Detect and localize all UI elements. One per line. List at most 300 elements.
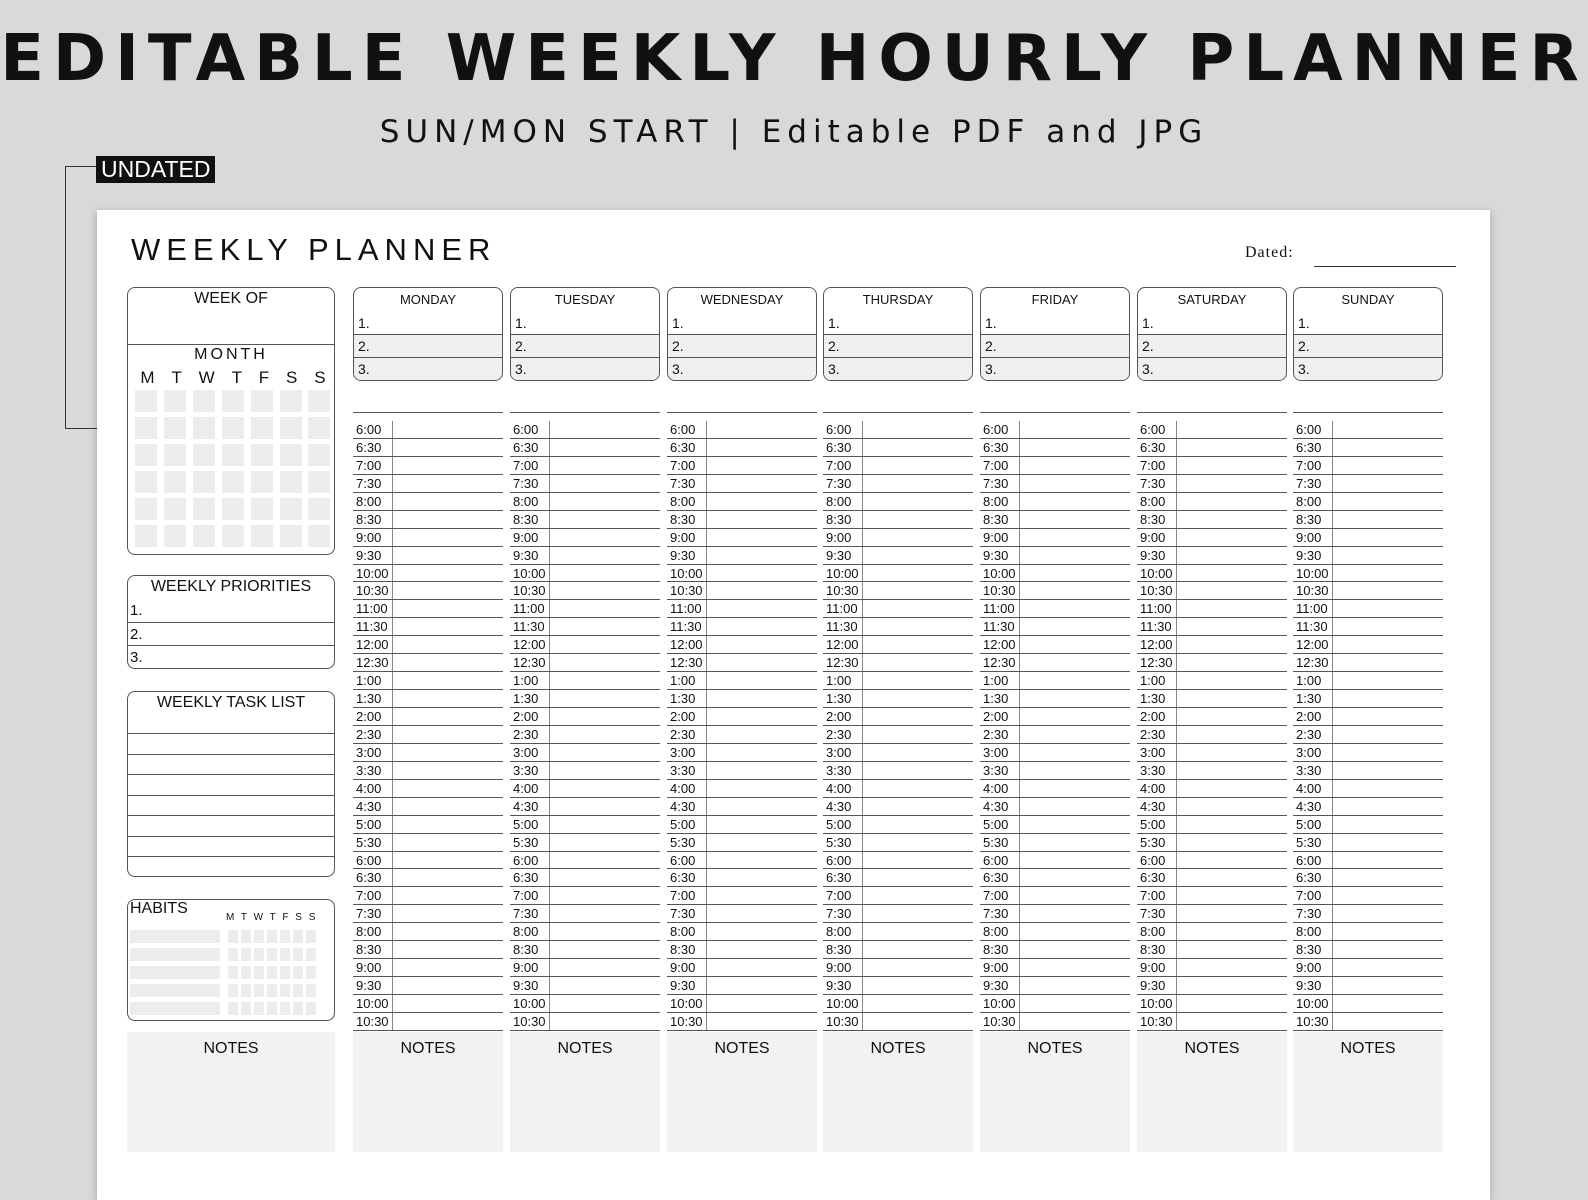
time-slot[interactable] [1293,511,1443,529]
habit-check-cell[interactable] [228,1002,238,1015]
day-priority-line[interactable]: 3. [668,357,816,380]
time-slot[interactable] [980,959,1130,977]
calendar-day-cell[interactable] [251,471,273,493]
calendar-day-cell[interactable] [222,417,244,439]
time-slot[interactable] [1137,636,1287,654]
time-slot[interactable] [667,511,817,529]
time-slot[interactable] [980,708,1130,726]
time-slot[interactable] [1137,708,1287,726]
day-priority-line[interactable]: 2. [511,334,659,357]
time-slot[interactable] [667,834,817,852]
calendar-day-cell[interactable] [280,498,302,520]
time-slot[interactable] [1293,834,1443,852]
calendar-day-cell[interactable] [135,525,157,547]
day-priority-line[interactable]: 1. [672,315,684,331]
time-slot[interactable] [353,475,503,493]
calendar-day-cell[interactable] [251,525,273,547]
task-line[interactable] [128,774,334,775]
time-slot[interactable] [823,905,973,923]
time-slot[interactable] [823,708,973,726]
time-slot[interactable] [1293,726,1443,744]
time-slot[interactable] [823,565,973,583]
time-slot[interactable] [823,869,973,887]
calendar-day-cell[interactable] [222,498,244,520]
habit-name-field[interactable] [130,948,220,961]
time-slot[interactable] [1293,941,1443,959]
time-slot[interactable] [667,780,817,798]
time-slot[interactable] [353,941,503,959]
time-slot[interactable] [353,708,503,726]
time-slot[interactable] [980,421,1130,439]
calendar-day-cell[interactable] [193,444,215,466]
time-slot[interactable] [510,1013,660,1031]
time-slot[interactable] [823,493,973,511]
time-slot[interactable] [510,529,660,547]
time-slot[interactable] [353,959,503,977]
time-slot[interactable] [980,798,1130,816]
calendar-day-cell[interactable] [135,471,157,493]
time-slot[interactable] [980,923,1130,941]
time-slot[interactable] [823,690,973,708]
time-slot[interactable] [1137,816,1287,834]
time-slot[interactable] [980,654,1130,672]
time-slot[interactable] [1137,959,1287,977]
time-slot[interactable] [667,977,817,995]
time-slot[interactable] [510,977,660,995]
time-slot[interactable] [510,457,660,475]
time-slot[interactable] [510,869,660,887]
time-slot[interactable] [510,582,660,600]
time-slot[interactable] [1137,744,1287,762]
time-slot[interactable] [667,941,817,959]
task-line[interactable] [128,815,334,816]
time-slot[interactable] [1137,923,1287,941]
time-slot[interactable] [510,726,660,744]
time-slot[interactable] [980,457,1130,475]
time-slot[interactable] [823,852,973,870]
time-slot[interactable] [667,995,817,1013]
time-slot[interactable] [667,439,817,457]
time-slot[interactable] [667,798,817,816]
time-slot[interactable] [353,565,503,583]
habit-check-cell[interactable] [228,984,238,997]
time-slot[interactable] [667,762,817,780]
time-slot[interactable] [667,654,817,672]
time-slot[interactable] [353,798,503,816]
time-slot[interactable] [353,529,503,547]
day-priority-line[interactable]: 1. [828,315,840,331]
day-priority-line[interactable]: 1. [985,315,997,331]
calendar-day-cell[interactable] [280,390,302,412]
day-priority-line[interactable]: 2. [668,334,816,357]
day-priority-line[interactable]: 1. [1142,315,1154,331]
habit-check-cell[interactable] [293,930,303,943]
day-notes-tuesday[interactable] [510,1032,660,1152]
time-slot[interactable] [510,905,660,923]
dated-field[interactable] [1314,266,1456,267]
habit-check-cell[interactable] [280,1002,290,1015]
calendar-day-cell[interactable] [193,417,215,439]
time-slot[interactable] [667,457,817,475]
time-slot[interactable] [667,582,817,600]
day-priority-line[interactable]: 2. [1138,334,1286,357]
time-slot[interactable] [1137,475,1287,493]
time-slot[interactable] [1137,726,1287,744]
habit-check-cell[interactable] [306,948,316,961]
time-slot[interactable] [980,547,1130,565]
time-slot[interactable] [510,493,660,511]
time-slot[interactable] [1293,852,1443,870]
calendar-day-cell[interactable] [164,498,186,520]
time-slot[interactable] [510,708,660,726]
day-priority-line[interactable]: 3. [1138,357,1286,380]
habit-check-cell[interactable] [254,1002,264,1015]
day-notes-thursday[interactable] [823,1032,973,1152]
time-slot[interactable] [510,475,660,493]
time-slot[interactable] [353,1013,503,1031]
time-slot[interactable] [353,690,503,708]
habit-check-cell[interactable] [241,948,251,961]
time-slot[interactable] [1293,529,1443,547]
time-slot[interactable] [1293,905,1443,923]
time-slot[interactable] [1293,600,1443,618]
time-slot[interactable] [353,977,503,995]
habit-check-cell[interactable] [254,984,264,997]
time-slot[interactable] [1137,887,1287,905]
time-slot[interactable] [667,421,817,439]
habit-check-cell[interactable] [254,930,264,943]
time-slot[interactable] [510,511,660,529]
sidebar-notes[interactable] [127,1032,335,1152]
time-slot[interactable] [1293,672,1443,690]
time-slot[interactable] [1293,798,1443,816]
calendar-day-cell[interactable] [251,390,273,412]
task-line[interactable] [128,795,334,796]
habit-name-field[interactable] [130,984,220,997]
time-slot[interactable] [667,923,817,941]
time-slot[interactable] [823,959,973,977]
habit-check-cell[interactable] [280,984,290,997]
time-slot[interactable] [980,600,1130,618]
time-slot[interactable] [980,475,1130,493]
time-slot[interactable] [1293,816,1443,834]
time-slot[interactable] [1137,439,1287,457]
habit-check-cell[interactable] [241,966,251,979]
time-slot[interactable] [1293,565,1443,583]
time-slot[interactable] [510,672,660,690]
time-slot[interactable] [980,493,1130,511]
time-slot[interactable] [980,905,1130,923]
calendar-day-cell[interactable] [135,390,157,412]
time-slot[interactable] [980,816,1130,834]
time-slot[interactable] [980,690,1130,708]
time-slot[interactable] [823,421,973,439]
time-slot[interactable] [510,654,660,672]
time-slot[interactable] [667,744,817,762]
time-slot[interactable] [667,672,817,690]
time-slot[interactable] [510,636,660,654]
time-slot[interactable] [823,816,973,834]
time-slot[interactable] [1137,654,1287,672]
calendar-day-cell[interactable] [193,390,215,412]
time-slot[interactable] [1293,887,1443,905]
time-slot[interactable] [667,708,817,726]
time-slot[interactable] [823,744,973,762]
time-slot[interactable] [1137,762,1287,780]
calendar-day-cell[interactable] [280,525,302,547]
day-priority-line[interactable]: 1. [1298,315,1310,331]
habit-check-cell[interactable] [228,948,238,961]
time-slot[interactable] [980,852,1130,870]
time-slot[interactable] [353,493,503,511]
time-slot[interactable] [823,457,973,475]
time-slot[interactable] [510,923,660,941]
day-notes-sunday[interactable] [1293,1032,1443,1152]
calendar-day-cell[interactable] [193,471,215,493]
time-slot[interactable] [1137,511,1287,529]
time-slot[interactable] [667,690,817,708]
time-slot[interactable] [980,726,1130,744]
time-slot[interactable] [510,547,660,565]
time-slot[interactable] [667,905,817,923]
time-slot[interactable] [353,457,503,475]
habit-check-cell[interactable] [267,966,277,979]
time-slot[interactable] [353,726,503,744]
time-slot[interactable] [1137,493,1287,511]
time-slot[interactable] [1137,600,1287,618]
time-slot[interactable] [823,582,973,600]
time-slot[interactable] [353,600,503,618]
time-slot[interactable] [510,995,660,1013]
time-slot[interactable] [980,636,1130,654]
time-slot[interactable] [353,923,503,941]
time-slot[interactable] [1293,421,1443,439]
time-slot[interactable] [980,762,1130,780]
habit-check-cell[interactable] [254,948,264,961]
time-slot[interactable] [823,672,973,690]
habit-check-cell[interactable] [280,966,290,979]
time-slot[interactable] [667,887,817,905]
day-priority-line[interactable]: 2. [824,334,972,357]
day-notes-monday[interactable] [353,1032,503,1152]
task-line[interactable] [128,754,334,755]
day-priority-line[interactable]: 3. [1294,357,1442,380]
time-slot[interactable] [667,816,817,834]
time-slot[interactable] [1137,852,1287,870]
time-slot[interactable] [353,618,503,636]
calendar-day-cell[interactable] [251,498,273,520]
time-slot[interactable] [1137,995,1287,1013]
time-slot[interactable] [667,600,817,618]
time-slot[interactable] [353,654,503,672]
calendar-day-cell[interactable] [251,417,273,439]
time-slot[interactable] [667,618,817,636]
time-slot[interactable] [823,977,973,995]
time-slot[interactable] [510,421,660,439]
time-slot[interactable] [667,726,817,744]
time-slot[interactable] [353,547,503,565]
calendar-day-cell[interactable] [280,471,302,493]
time-slot[interactable] [510,618,660,636]
time-slot[interactable] [1293,654,1443,672]
time-slot[interactable] [1293,1013,1443,1031]
time-slot[interactable] [353,869,503,887]
time-slot[interactable] [1137,977,1287,995]
time-slot[interactable] [353,672,503,690]
time-slot[interactable] [823,654,973,672]
habit-check-cell[interactable] [293,948,303,961]
day-priority-line[interactable]: 3. [354,357,502,380]
calendar-day-cell[interactable] [164,417,186,439]
habit-check-cell[interactable] [267,1002,277,1015]
task-line[interactable] [128,856,334,857]
time-slot[interactable] [510,762,660,780]
time-slot[interactable] [1137,582,1287,600]
day-notes-saturday[interactable] [1137,1032,1287,1152]
time-slot[interactable] [1293,995,1443,1013]
time-slot[interactable] [1137,421,1287,439]
time-slot[interactable] [823,941,973,959]
calendar-day-cell[interactable] [193,525,215,547]
time-slot[interactable] [980,511,1130,529]
time-slot[interactable] [510,798,660,816]
time-slot[interactable] [353,905,503,923]
time-slot[interactable] [823,1013,973,1031]
time-slot[interactable] [510,565,660,583]
time-slot[interactable] [510,959,660,977]
time-slot[interactable] [1293,493,1443,511]
time-slot[interactable] [667,529,817,547]
calendar-day-cell[interactable] [308,471,330,493]
time-slot[interactable] [1137,690,1287,708]
time-slot[interactable] [823,780,973,798]
time-slot[interactable] [353,511,503,529]
time-slot[interactable] [1293,708,1443,726]
time-slot[interactable] [510,780,660,798]
time-slot[interactable] [353,834,503,852]
habit-check-cell[interactable] [241,984,251,997]
time-slot[interactable] [980,439,1130,457]
task-line[interactable] [128,733,334,734]
time-slot[interactable] [1293,547,1443,565]
time-slot[interactable] [1137,798,1287,816]
time-slot[interactable] [980,1013,1130,1031]
habit-check-cell[interactable] [280,948,290,961]
time-slot[interactable] [1137,547,1287,565]
habit-check-cell[interactable] [306,966,316,979]
day-priority-line[interactable]: 2. [354,334,502,357]
time-slot[interactable] [667,565,817,583]
time-slot[interactable] [1137,565,1287,583]
day-notes-wednesday[interactable] [667,1032,817,1152]
time-slot[interactable] [510,744,660,762]
time-slot[interactable] [1293,923,1443,941]
time-slot[interactable] [1293,977,1443,995]
day-priority-line[interactable]: 2. [1294,334,1442,357]
day-notes-friday[interactable] [980,1032,1130,1152]
time-slot[interactable] [1293,744,1443,762]
task-line[interactable] [128,836,334,837]
calendar-day-cell[interactable] [164,444,186,466]
time-slot[interactable] [667,493,817,511]
time-slot[interactable] [667,1013,817,1031]
time-slot[interactable] [353,439,503,457]
time-slot[interactable] [510,852,660,870]
calendar-day-cell[interactable] [222,471,244,493]
habit-check-cell[interactable] [293,984,303,997]
calendar-day-cell[interactable] [308,498,330,520]
calendar-day-cell[interactable] [135,417,157,439]
habit-check-cell[interactable] [267,930,277,943]
time-slot[interactable] [353,887,503,905]
calendar-day-cell[interactable] [135,444,157,466]
time-slot[interactable] [667,869,817,887]
time-slot[interactable] [1137,905,1287,923]
calendar-day-cell[interactable] [222,525,244,547]
priority-line[interactable] [128,622,334,623]
time-slot[interactable] [667,475,817,493]
habit-check-cell[interactable] [306,1002,316,1015]
day-priority-line[interactable]: 3. [511,357,659,380]
habit-check-cell[interactable] [293,1002,303,1015]
calendar-day-cell[interactable] [308,417,330,439]
time-slot[interactable] [980,529,1130,547]
time-slot[interactable] [980,565,1130,583]
habit-check-cell[interactable] [267,984,277,997]
time-slot[interactable] [980,995,1130,1013]
time-slot[interactable] [823,511,973,529]
time-slot[interactable] [980,941,1130,959]
time-slot[interactable] [1137,941,1287,959]
habit-check-cell[interactable] [293,966,303,979]
time-slot[interactable] [353,995,503,1013]
day-priority-line[interactable]: 1. [358,315,370,331]
time-slot[interactable] [823,726,973,744]
week-of-field[interactable] [128,344,334,345]
time-slot[interactable] [1137,529,1287,547]
habit-check-cell[interactable] [254,966,264,979]
time-slot[interactable] [1137,618,1287,636]
day-priority-line[interactable]: 1. [515,315,527,331]
habit-name-field[interactable] [130,1002,220,1015]
time-slot[interactable] [1293,780,1443,798]
time-slot[interactable] [823,529,973,547]
time-slot[interactable] [823,798,973,816]
time-slot[interactable] [1137,1013,1287,1031]
time-slot[interactable] [667,547,817,565]
time-slot[interactable] [510,816,660,834]
time-slot[interactable] [823,618,973,636]
day-priority-line[interactable]: 3. [981,357,1129,380]
calendar-day-cell[interactable] [280,444,302,466]
calendar-day-cell[interactable] [222,390,244,412]
time-slot[interactable] [353,744,503,762]
time-slot[interactable] [667,852,817,870]
calendar-day-cell[interactable] [280,417,302,439]
calendar-day-cell[interactable] [222,444,244,466]
time-slot[interactable] [1137,869,1287,887]
time-slot[interactable] [1137,457,1287,475]
time-slot[interactable] [510,690,660,708]
time-slot[interactable] [980,887,1130,905]
time-slot[interactable] [1293,582,1443,600]
time-slot[interactable] [1293,618,1443,636]
time-slot[interactable] [980,780,1130,798]
time-slot[interactable] [1137,834,1287,852]
time-slot[interactable] [823,475,973,493]
habit-check-cell[interactable] [241,930,251,943]
day-priority-line[interactable]: 2. [981,334,1129,357]
